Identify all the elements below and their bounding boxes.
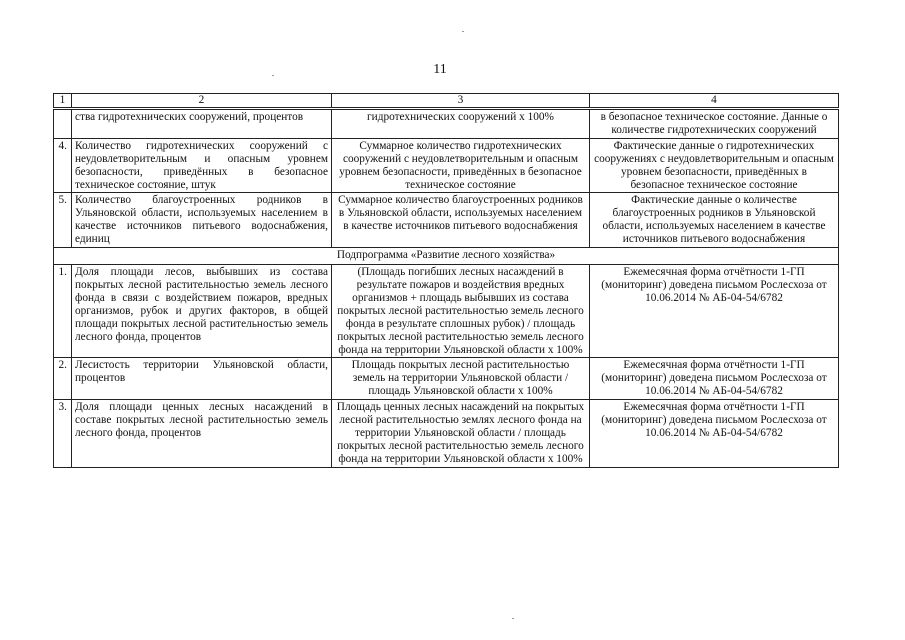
column-header-2: 2 — [72, 94, 332, 109]
table-row — [54, 138, 839, 193]
row-number: 4. — [54, 138, 72, 193]
calculation-method: Суммарное количество гидротехнических сооружений с неудовлетворительным и опасным уровнем безопасности, приведённых в безопасное техническое состояние — [332, 138, 590, 193]
data-source: в безопасное техническое состояние. Данные о количестве гидротехнических сооружений — [590, 109, 839, 139]
row-number — [54, 109, 72, 139]
data-source: Фактические данные о количестве благоустроенных родников в Ульяновской области, используемых населением в качестве источников питьевого водоснабжения — [590, 193, 839, 248]
row-number: 2. — [54, 358, 72, 400]
page-number: 11 — [433, 62, 447, 77]
indicator-name: Доля площади ценных лесных насаждений в составе покрытых лесной растительностью земель лесного фонда, процентов — [72, 400, 332, 468]
data-source: Ежемесячная форма отчётности 1-ГП (мониторинг) доведена письмом Рослесхоза от 10.06.2014 № АБ-04-54/6782 — [590, 400, 839, 468]
indicator-name: Количество благоустроенных родников в Ульяновской области, используемых населением в качестве источников питьевого водоснабжения, единиц — [72, 193, 332, 248]
table-row — [54, 358, 839, 400]
data-source: Фактические данные о гидротехнических сооружениях с неудовлетворительным и опасным уровнем безопасности, приведённых в безопасное техническое состояние — [590, 138, 839, 193]
calculation-method: Площадь покрытых лесной растительностью земель на территории Ульяновской области / площадь Ульяновской области х 100% — [332, 358, 590, 400]
scan-dot — [462, 31, 464, 32]
indicator-name: Количество гидротехнических сооружений с неудовлетворительным и опасным уровнем безопасности, приведённых в безопасное техническое состояние, штук — [72, 138, 332, 193]
column-header-3: 3 — [332, 94, 590, 109]
table-row — [54, 265, 839, 358]
calculation-method: гидротехнических сооружений х 100% — [332, 109, 590, 139]
calculation-method: Суммарное количество благоустроенных родников в Ульяновской области, используемых населением в качестве источников питьевого водоснабжения — [332, 193, 590, 248]
row-number: 3. — [54, 400, 72, 468]
indicators-table — [53, 93, 839, 468]
table-row — [54, 400, 839, 468]
indicator-name: Лесистость территории Ульяновской области, процентов — [72, 358, 332, 400]
table-row — [54, 109, 839, 139]
column-header-4: 4 — [590, 94, 839, 109]
data-source: Ежемесячная форма отчётности 1-ГП (мониторинг) доведена письмом Рослесхоза от 10.06.2014 № АБ-04-54/6782 — [590, 265, 839, 358]
table-row — [54, 193, 839, 248]
scan-dot — [272, 75, 274, 76]
indicator-name: ства гидротехнических сооружений, процентов — [72, 109, 332, 139]
calculation-method: Площадь ценных лесных насаждений на покрытых лесной растительностью землях лесного фонда на территории Ульяновской области / площадь покрытых лесной растительностью земель лесного фонда на территории Ульяновской области х 100% — [332, 400, 590, 468]
data-source: Ежемесячная форма отчётности 1-ГП (мониторинг) доведена письмом Рослесхоза от 10.06.2014 № АБ-04-54/6782 — [590, 358, 839, 400]
calculation-method: (Площадь погибших лесных насаждений в результате пожаров и воздействия вредных организмов + площадь выбывших из состава покрытых лесной растительностью земель лесного фонда в результате сплошных рубок) / площадь покрытых лесной растительностью земель лесного фонда на территории Ульяновской области х 100% — [332, 265, 590, 358]
table-header-row — [54, 94, 839, 109]
section-row — [54, 248, 839, 265]
scan-dot — [512, 618, 514, 619]
indicator-name: Доля площади лесов, выбывших из состава покрытых лесной растительностью земель лесного фонда в связи с воздействием пожаров, вредных организмов, рубок и других факторов, в общей площади покрытых лесной растительностью земель лесного фонда, процентов — [72, 265, 332, 358]
row-number: 5. — [54, 193, 72, 248]
section-title: Подпрограмма «Развитие лесного хозяйства» — [54, 248, 839, 265]
row-number: 1. — [54, 265, 72, 358]
column-header-1: 1 — [54, 94, 72, 109]
